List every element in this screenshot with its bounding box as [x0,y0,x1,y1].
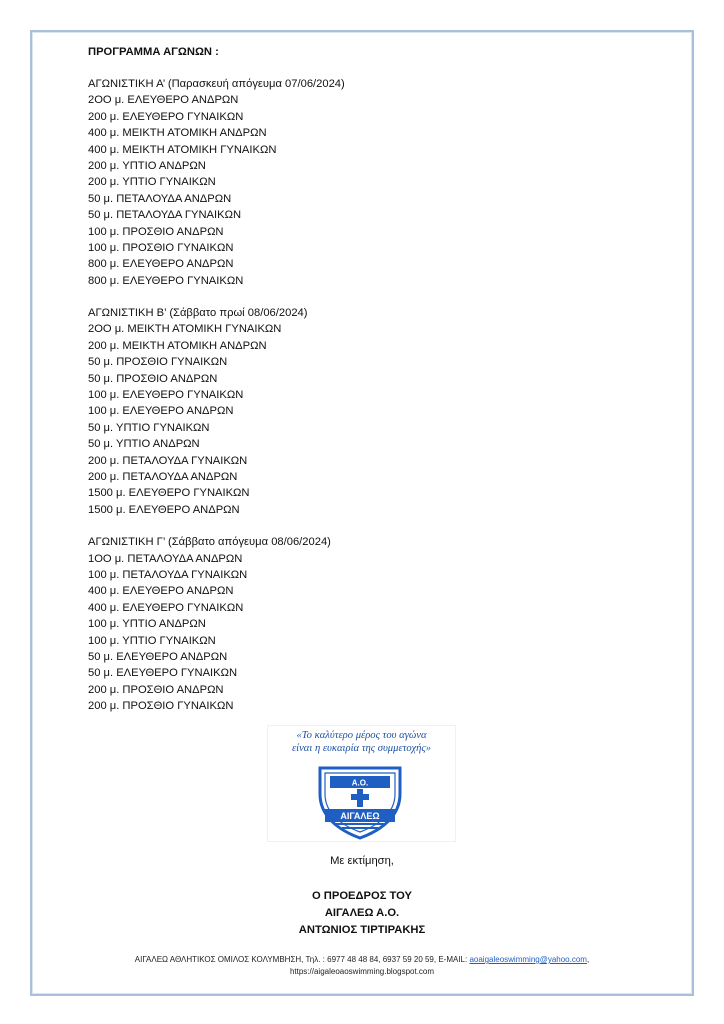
event-item: 800 μ. ΕΛΕΥΘΕΡΟ ΑΝΔΡΩΝ [88,258,234,271]
club-shield-icon [312,764,408,840]
footer-contact-line [60,954,664,966]
motto-line-1: «Το καλύτερο μέρος του αγώνα [296,730,427,741]
event-item: 100 μ. ΕΛΕΥΘΕΡΟ ΓΥΝΑΙΚΩΝ [88,389,244,402]
footer-contact-text: ΑΙΓΑΛΕΩ ΑΘΛΗΤΙΚΟΣ ΟΜΙΛΟΣ ΚΟΛΥΜΒΗΣΗ, Τηλ. : 6977 48 48 84, 6937 59 20 59, E-MAIL: [134,955,470,964]
event-item: 1500 μ. ΕΛΕΥΘΕΡΟ ΑΝΔΡΩΝ [88,503,240,516]
section-heading: ΑΓΩΝΙΣΤΙΚΗ Γ’ (Σάββατο απόγευμα 08/06/2024) [88,536,331,549]
event-item: 200 μ. ΕΛΕΥΘΕΡΟ ΓΥΝΑΙΚΩΝ [88,110,244,123]
event-item: 800 μ. ΕΛΕΥΘΕΡΟ ΓΥΝΑΙΚΩΝ [88,274,244,287]
signature-line-3: ΑΝΤΩΝΙΟΣ ΤΙΡΤΙΡΑΚΗΣ [298,924,426,936]
motto-line-2: είναι η ευκαιρία της συμμετοχής» [291,743,432,754]
logo-top-text: Α.Ο. [351,778,369,788]
event-item: 50 μ. ΕΛΕΥΘΕΡΟ ΓΥΝΑΙΚΩΝ [88,667,238,680]
signature-block [0,888,724,939]
event-item: 400 μ. ΕΛΕΥΘΕΡΟ ΓΥΝΑΙΚΩΝ [88,601,244,614]
signature-line-2: ΑΙΓΑΛΕΩ Α.Ο. [324,907,400,919]
event-item: 50 μ. ΠΕΤΑΛΟΥΔΑ ΑΝΔΡΩΝ [88,192,232,205]
event-item: 2ΟΟ μ. ΜΕΙΚΤΗ ΑΤΟΜΙΚΗ ΓΥΝΑΙΚΩΝ [88,323,282,336]
page-title: ΠΡΟΓΡΑΜΜΑ ΑΓΩΝΩΝ : [88,46,219,58]
section-heading: ΑΓΩΝΙΣΤΙΚΗ Β’ (Σάββατο πρωί 08/06/2024) [88,307,308,320]
event-item: 50 μ. ΥΠΤΙΟ ΑΝΔΡΩΝ [88,438,200,451]
event-item: 200 μ. ΥΠΤΙΟ ΑΝΔΡΩΝ [88,159,206,172]
event-item: 50 μ. ΠΡΟΣΘΙΟ ΓΥΝΑΙΚΩΝ [88,356,228,369]
event-item: 1500 μ. ΕΛΕΥΘΕΡΟ ΓΥΝΑΙΚΩΝ [88,487,250,500]
program-section [88,305,648,518]
greeting: Με εκτίμηση, [330,855,394,867]
section-heading: ΑΓΩΝΙΣΤΙΚΗ Α’ (Παρασκευή απόγευμα 07/06/2024) [88,78,345,90]
event-item: 50 μ. ΕΛΕΥΘΕΡΟ ΑΝΔΡΩΝ [88,650,228,663]
event-item: 200 μ. ΠΕΤΑΛΟΥΔΑ ΓΥΝΑΙΚΩΝ [88,454,248,467]
program-section [88,76,648,289]
signature-line-1: Ο ΠΡΟΕΔΡΟΣ ΤΟΥ [311,890,413,902]
logo-name-text: ΑΙΓΑΛΕΩ [340,811,380,821]
event-item: 100 μ. ΥΠΤΙΟ ΓΥΝΑΙΚΩΝ [88,634,216,647]
website-text: https://aigaleoaoswimming.blogspot.com [289,967,435,976]
event-item: 50 μ. ΠΕΤΑΛΟΥΔΑ ΓΥΝΑΙΚΩΝ [88,209,242,222]
event-item: 200 μ. ΠΡΟΣΘΙΟ ΑΝΔΡΩΝ [88,683,224,696]
motto-text [268,729,455,755]
event-item: 200 μ. ΜΕΙΚΤΗ ΑΤΟΜΙΚΗ ΑΝΔΡΩΝ [88,339,267,352]
event-item: 100 μ. ΠΡΟΣΘΙΟ ΑΝΔΡΩΝ [88,225,224,238]
footer [60,954,664,978]
event-item: 1ΟΟ μ. ΠΕΤΑΛΟΥΔΑ ΑΝΔΡΩΝ [88,552,243,565]
event-item: 400 μ. ΜΕΙΚΤΗ ΑΤΟΜΙΚΗ ΓΥΝΑΙΚΩΝ [88,143,277,156]
event-item: 100 μ. ΕΛΕΥΘΕΡΟ ΑΝΔΡΩΝ [88,405,234,418]
event-item: 100 μ. ΠΡΟΣΘΙΟ ΓΥΝΑΙΚΩΝ [88,241,234,254]
event-item: 200 μ. ΠΕΤΑΛΟΥΔΑ ΑΝΔΡΩΝ [88,470,238,483]
event-item: 100 μ. ΠΕΤΑΛΟΥΔΑ ΓΥΝΑΙΚΩΝ [88,568,248,581]
event-item: 400 μ. ΜΕΙΚΤΗ ΑΤΟΜΙΚΗ ΑΝΔΡΩΝ [88,127,267,140]
event-item: 50 μ. ΥΠΤΙΟ ΓΥΝΑΙΚΩΝ [88,421,210,434]
program-section [88,534,648,714]
document-body [88,44,648,730]
event-item: 400 μ. ΕΛΕΥΘΕΡΟ ΑΝΔΡΩΝ [88,585,234,598]
event-item: 100 μ. ΥΠΤΙΟ ΑΝΔΡΩΝ [88,618,206,631]
event-item: 2ΟΟ μ. ΕΛΕΥΘΕΡΟ ΑΝΔΡΩΝ [88,94,239,107]
footer-comma: , [586,955,590,964]
motto-logo-image [268,726,455,841]
event-item: 50 μ. ΠΡΟΣΘΙΟ ΑΝΔΡΩΝ [88,372,218,385]
event-item: 200 μ. ΥΠΤΙΟ ΓΥΝΑΙΚΩΝ [88,176,216,189]
email-link[interactable]: aoaigaleoswimming@yahoo.com [469,955,587,964]
program-sections [88,76,648,714]
event-item: 200 μ. ΠΡΟΣΘΙΟ ΓΥΝΑΙΚΩΝ [88,700,234,713]
